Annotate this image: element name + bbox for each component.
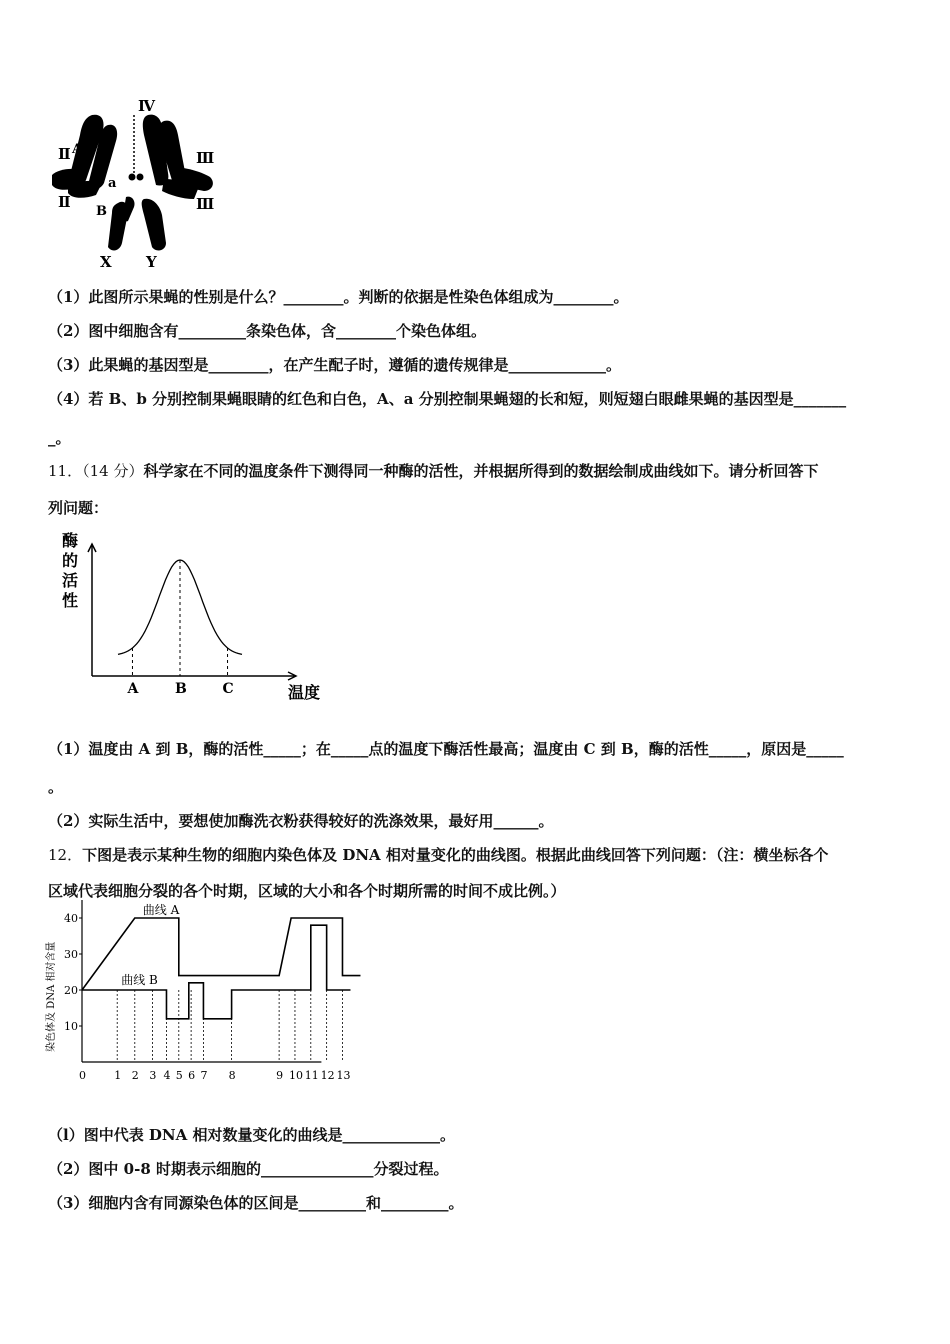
- ylabel-char: 活: [62, 571, 79, 590]
- q10-p4-cont: _。: [48, 429, 71, 447]
- q11-score: （14 分）: [82, 462, 144, 480]
- q11-stem: [48, 460, 818, 481]
- q10-p3: （3）此果蝇的基因型是________，在产生配子时，遵循的遗传规律是_____________。: [48, 356, 621, 374]
- tick-B: B: [175, 681, 187, 697]
- ylabel-char: 酶: [62, 531, 79, 550]
- q12-number: 12．: [48, 846, 83, 864]
- x-tick-label: 12: [320, 1069, 335, 1082]
- ylabel-char: 的: [62, 551, 79, 570]
- q10-p4: （4）若 B、b 分别控制果蝇眼睛的红色和白色，A、a 分别控制果蝇翅的长和短，则短翅白眼雌果蝇的基因型是_______: [48, 390, 847, 408]
- q11-stem-text: 科学家在不同的温度条件下测得同一种酶的活性，并根据所得到的数据绘制成曲线如下。请分析回答下: [143, 462, 819, 480]
- gene-label-B: B: [96, 204, 107, 219]
- y-tick-label: 30: [64, 948, 78, 961]
- label-iv: Ⅳ: [138, 97, 156, 115]
- curve-b: [82, 925, 350, 1019]
- q12-stem-cont: 区域代表细胞分裂的各个时期，区域的大小和各个时期所需的时间不成比例。）: [48, 882, 566, 900]
- x-tick-label: 6: [188, 1069, 196, 1082]
- label-y: Y: [146, 253, 157, 271]
- x-tick-label: 10: [288, 1069, 303, 1082]
- x-tick-label: 11: [304, 1069, 319, 1082]
- chromosome-iv-right: [137, 174, 144, 181]
- q12-p2: （2）图中 0-8 时期表示细胞的_______________分裂过程。: [48, 1160, 449, 1178]
- y-tick-label: 40: [64, 912, 78, 925]
- y-tick-label: 20: [64, 984, 78, 997]
- q11-p1: （1）温度由 A 到 B，酶的活性_____；在_____点的温度下酶活性最高；温度由 C 到 B，酶的活性_____，原因是_____: [48, 740, 844, 758]
- q11-number: 11．: [48, 462, 83, 480]
- xlabel: 温度: [288, 683, 321, 702]
- label-iii-bottom: Ⅲ: [196, 195, 215, 213]
- q12-stem: [48, 844, 828, 865]
- x-tick-label: 5: [175, 1069, 183, 1082]
- q11-stem-cont: 列问题：: [48, 499, 109, 517]
- q12-p1: （l）图中代表 DNA 相对数量变化的曲线是_____________。: [48, 1126, 456, 1144]
- gene-label-a: a: [108, 176, 117, 191]
- q10-p1: （1）此图所示果蝇的性别是什么？________。判断的依据是性染色体组成为________。: [48, 288, 629, 306]
- label-ii-top: Ⅱ: [58, 145, 71, 163]
- gene-label-A: A: [72, 142, 83, 157]
- q10-p2: （2）图中细胞含有_________条染色体，含________个染色体组。: [48, 322, 486, 340]
- tick-C: C: [222, 681, 234, 697]
- chromosome-shapes: [52, 115, 213, 251]
- x-tick-label: 13: [336, 1069, 351, 1082]
- label-x: X: [100, 253, 112, 271]
- x-tick-label: 3: [149, 1069, 157, 1082]
- x-tick-label: 7: [200, 1069, 208, 1082]
- chromosome-figure: [44, 95, 224, 270]
- x-tick-label: 2: [131, 1069, 139, 1082]
- y-axis-label: 染色体及 DNA 相对含量: [46, 941, 57, 1052]
- chromosome-y: [142, 199, 166, 251]
- x-tick-label: 0: [79, 1069, 86, 1082]
- chromosome-x-2: [123, 197, 134, 222]
- label-ii-bottom: Ⅱ: [58, 193, 71, 211]
- label-iii-top: Ⅲ: [196, 149, 215, 167]
- ylabel-char: 性: [62, 591, 79, 610]
- enzyme-activity-chart: [58, 530, 321, 705]
- q11-p2: （2）实际生活中，要想使加酶洗衣粉获得较好的洗涤效果，最好用______。: [48, 812, 554, 830]
- chromosome-dna-chart: [40, 903, 360, 1092]
- x-tick-label: 9: [276, 1069, 284, 1082]
- q12-p3: （3）细胞内含有同源染色体的区间是_________和_________。: [48, 1194, 464, 1212]
- q11-p1-cont: 。: [48, 778, 64, 796]
- chromosome-iv-left: [129, 174, 136, 181]
- x-tick-label: 4: [163, 1069, 171, 1082]
- curve-a-label: 曲线 A: [142, 903, 180, 917]
- tick-A: A: [127, 681, 139, 697]
- curve-b-label: 曲线 B: [121, 973, 158, 987]
- x-tick-label: 1: [114, 1069, 122, 1082]
- x-tick-label: 8: [228, 1069, 236, 1082]
- y-tick-label: 10: [64, 1020, 78, 1033]
- q12-stem-text: 下图是表示某种生物的细胞内染色体及 DNA 相对量变化的曲线图。根据此曲线回答下列问题：（注：横坐标各个: [82, 846, 829, 864]
